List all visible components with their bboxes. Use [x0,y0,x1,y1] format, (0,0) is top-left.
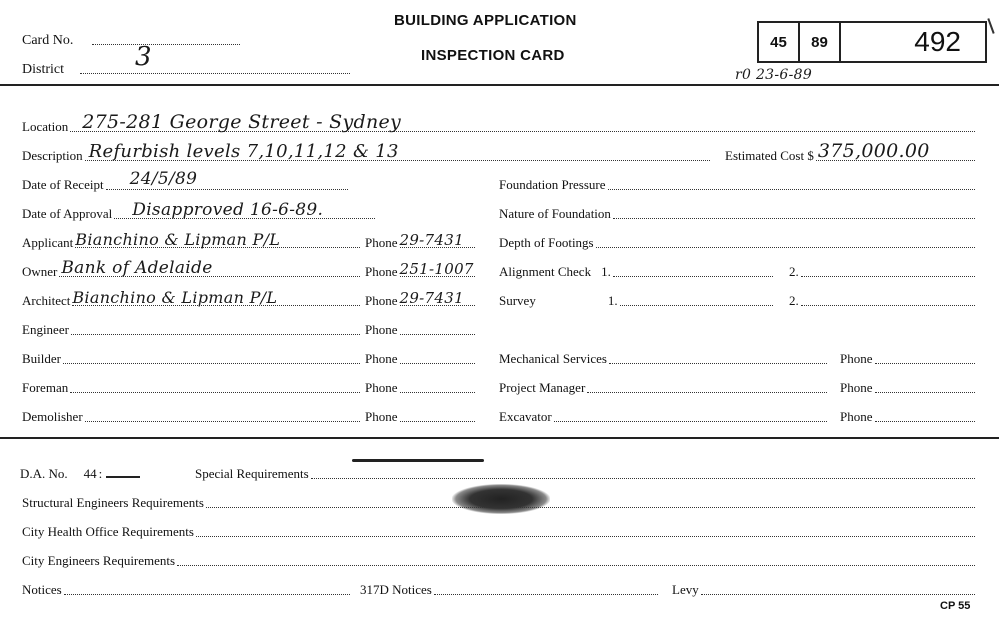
levy-row[interactable] [672,579,977,597]
excavator-label: Excavator [499,409,552,424]
handwritten-date: r0 23-6-89 [735,67,813,83]
architect-phone-value: 29-7431 [399,289,464,307]
builder-phone-row[interactable] [365,348,477,366]
location-label: Location [22,119,69,134]
estimated-cost-value: 375,000.00 [817,140,930,162]
da-no-underline [106,476,140,478]
date-approval-row[interactable] [22,200,377,221]
applicant-value: Bianchino & Lipman P/L [75,230,281,249]
foreman-label: Foreman [22,380,69,395]
survey-2-label: 2. [789,293,799,308]
owner-phone-value: 251-1007 [399,260,474,278]
applicant-phone-value: 29-7431 [399,231,464,249]
engineer-row[interactable] [22,319,362,337]
mechanical-label: Mechanical Services [499,351,607,366]
foreman-row[interactable] [22,377,362,395]
city-health-row[interactable] [22,521,977,539]
phone-label: Phone [365,264,398,279]
notices-row[interactable] [22,579,352,597]
builder-row[interactable] [22,348,362,366]
builder-label: Builder [22,351,61,366]
owner-phone-row[interactable] [365,261,477,279]
structural-label: Structural Engineers Requirements [22,495,204,510]
architect-phone-row[interactable] [365,290,477,308]
notices-317d-label: 317D Notices [360,582,432,597]
card-no-label: Card No. [22,33,74,48]
survey-1-label: 1. [607,293,618,308]
foreman-phone-row[interactable] [365,377,477,395]
header-divider [0,84,999,86]
section-divider [0,437,999,439]
mechanical-phone-row[interactable] [840,348,977,366]
date-approval-label: Date of Approval [22,206,113,221]
alignment-2-label: 2. [789,264,799,279]
excavator-phone-row[interactable] [840,406,977,424]
phone-label: Phone [365,351,398,366]
box-corner-mark [987,18,994,34]
foundation-pressure-label: Foundation Pressure [499,177,606,192]
city-health-label: City Health Office Requirements [22,524,194,539]
architect-row[interactable] [22,290,362,308]
ref-box-a: 45 [757,21,800,63]
demolisher-label: Demolisher [22,409,83,424]
depth-footings-row[interactable] [499,232,977,250]
architect-label: Architect [22,293,71,308]
demolisher-row[interactable] [22,406,362,424]
special-requirements-row[interactable] [195,463,977,481]
city-engineers-row[interactable] [22,550,977,568]
alignment-check-row-2[interactable] [789,261,977,279]
ref-box-c: 492 [839,21,987,63]
levy-label: Levy [672,582,699,597]
phone-label: Phone [365,409,398,424]
phone-label: Phone [840,409,873,424]
project-manager-label: Project Manager [499,380,586,395]
nature-foundation-row[interactable] [499,203,977,221]
survey-row-2[interactable] [789,290,977,308]
notices-label: Notices [22,582,62,597]
phone-label: Phone [840,351,873,366]
description-value: Refurbish levels 7,10,11,12 & 13 [88,141,399,162]
description-label: Description [22,148,83,163]
ref-box-b: 89 [798,21,841,63]
form-title-line2: INSPECTION CARD [421,47,565,64]
estimated-cost-row[interactable] [725,140,977,163]
survey-row-1[interactable] [499,290,775,308]
phone-label: Phone [365,380,398,395]
da-no-label: D.A. No. [20,466,68,481]
district-value: 3 [135,42,152,72]
city-engineers-label: City Engineers Requirements [22,553,176,568]
architect-value: Bianchino & Lipman P/L [72,288,278,307]
survey-label: Survey [499,293,536,308]
alignment-check-label: Alignment Check [499,264,592,279]
notices-317d-row[interactable] [360,579,660,597]
da-no-value: 44 [83,466,97,481]
location-row[interactable] [22,111,977,134]
project-manager-phone-row[interactable] [840,377,977,395]
district-field[interactable] [80,73,350,74]
foundation-pressure-row[interactable] [499,174,977,192]
date-approval-value: Disapproved 16-6-89. [132,200,324,220]
redaction-scribble [452,484,550,514]
da-no-row[interactable]: D.A. No. 44 : [20,463,180,481]
applicant-row[interactable] [22,232,362,250]
mechanical-row[interactable] [499,348,829,366]
alignment-1-label: 1. [601,264,611,279]
date-receipt-label: Date of Receipt [22,177,104,192]
alignment-check-row-1[interactable] [499,261,775,279]
phone-label: Phone [365,293,398,308]
form-title-line1: BUILDING APPLICATION [394,12,577,29]
applicant-phone-row[interactable] [365,232,477,250]
owner-row[interactable] [22,258,362,279]
phone-label: Phone [365,322,398,337]
excavator-row[interactable] [499,406,829,424]
owner-label: Owner [22,264,58,279]
card-no-field[interactable] [92,44,240,45]
phone-label: Phone [840,380,873,395]
form-code: CP 55 [940,600,971,612]
district-label: District [22,62,64,77]
date-receipt-row[interactable] [22,169,350,192]
estimated-cost-label: Estimated Cost $ [725,148,814,163]
owner-value: Bank of Adelaide [61,258,213,278]
description-row[interactable] [22,141,712,163]
date-receipt-value: 24/5/89 [129,169,198,189]
depth-footings-label: Depth of Footings [499,235,594,250]
demolisher-phone-row[interactable] [365,406,477,424]
engineer-label: Engineer [22,322,69,337]
engineer-phone-row[interactable] [365,319,477,337]
project-manager-row[interactable] [499,377,829,395]
applicant-label: Applicant [22,235,74,250]
phone-label: Phone [365,235,398,250]
nature-foundation-label: Nature of Foundation [499,206,611,221]
special-requirements-mark [352,459,484,462]
special-requirements-label: Special Requirements [195,466,309,481]
location-value: 275-281 George Street - Sydney [82,111,402,133]
